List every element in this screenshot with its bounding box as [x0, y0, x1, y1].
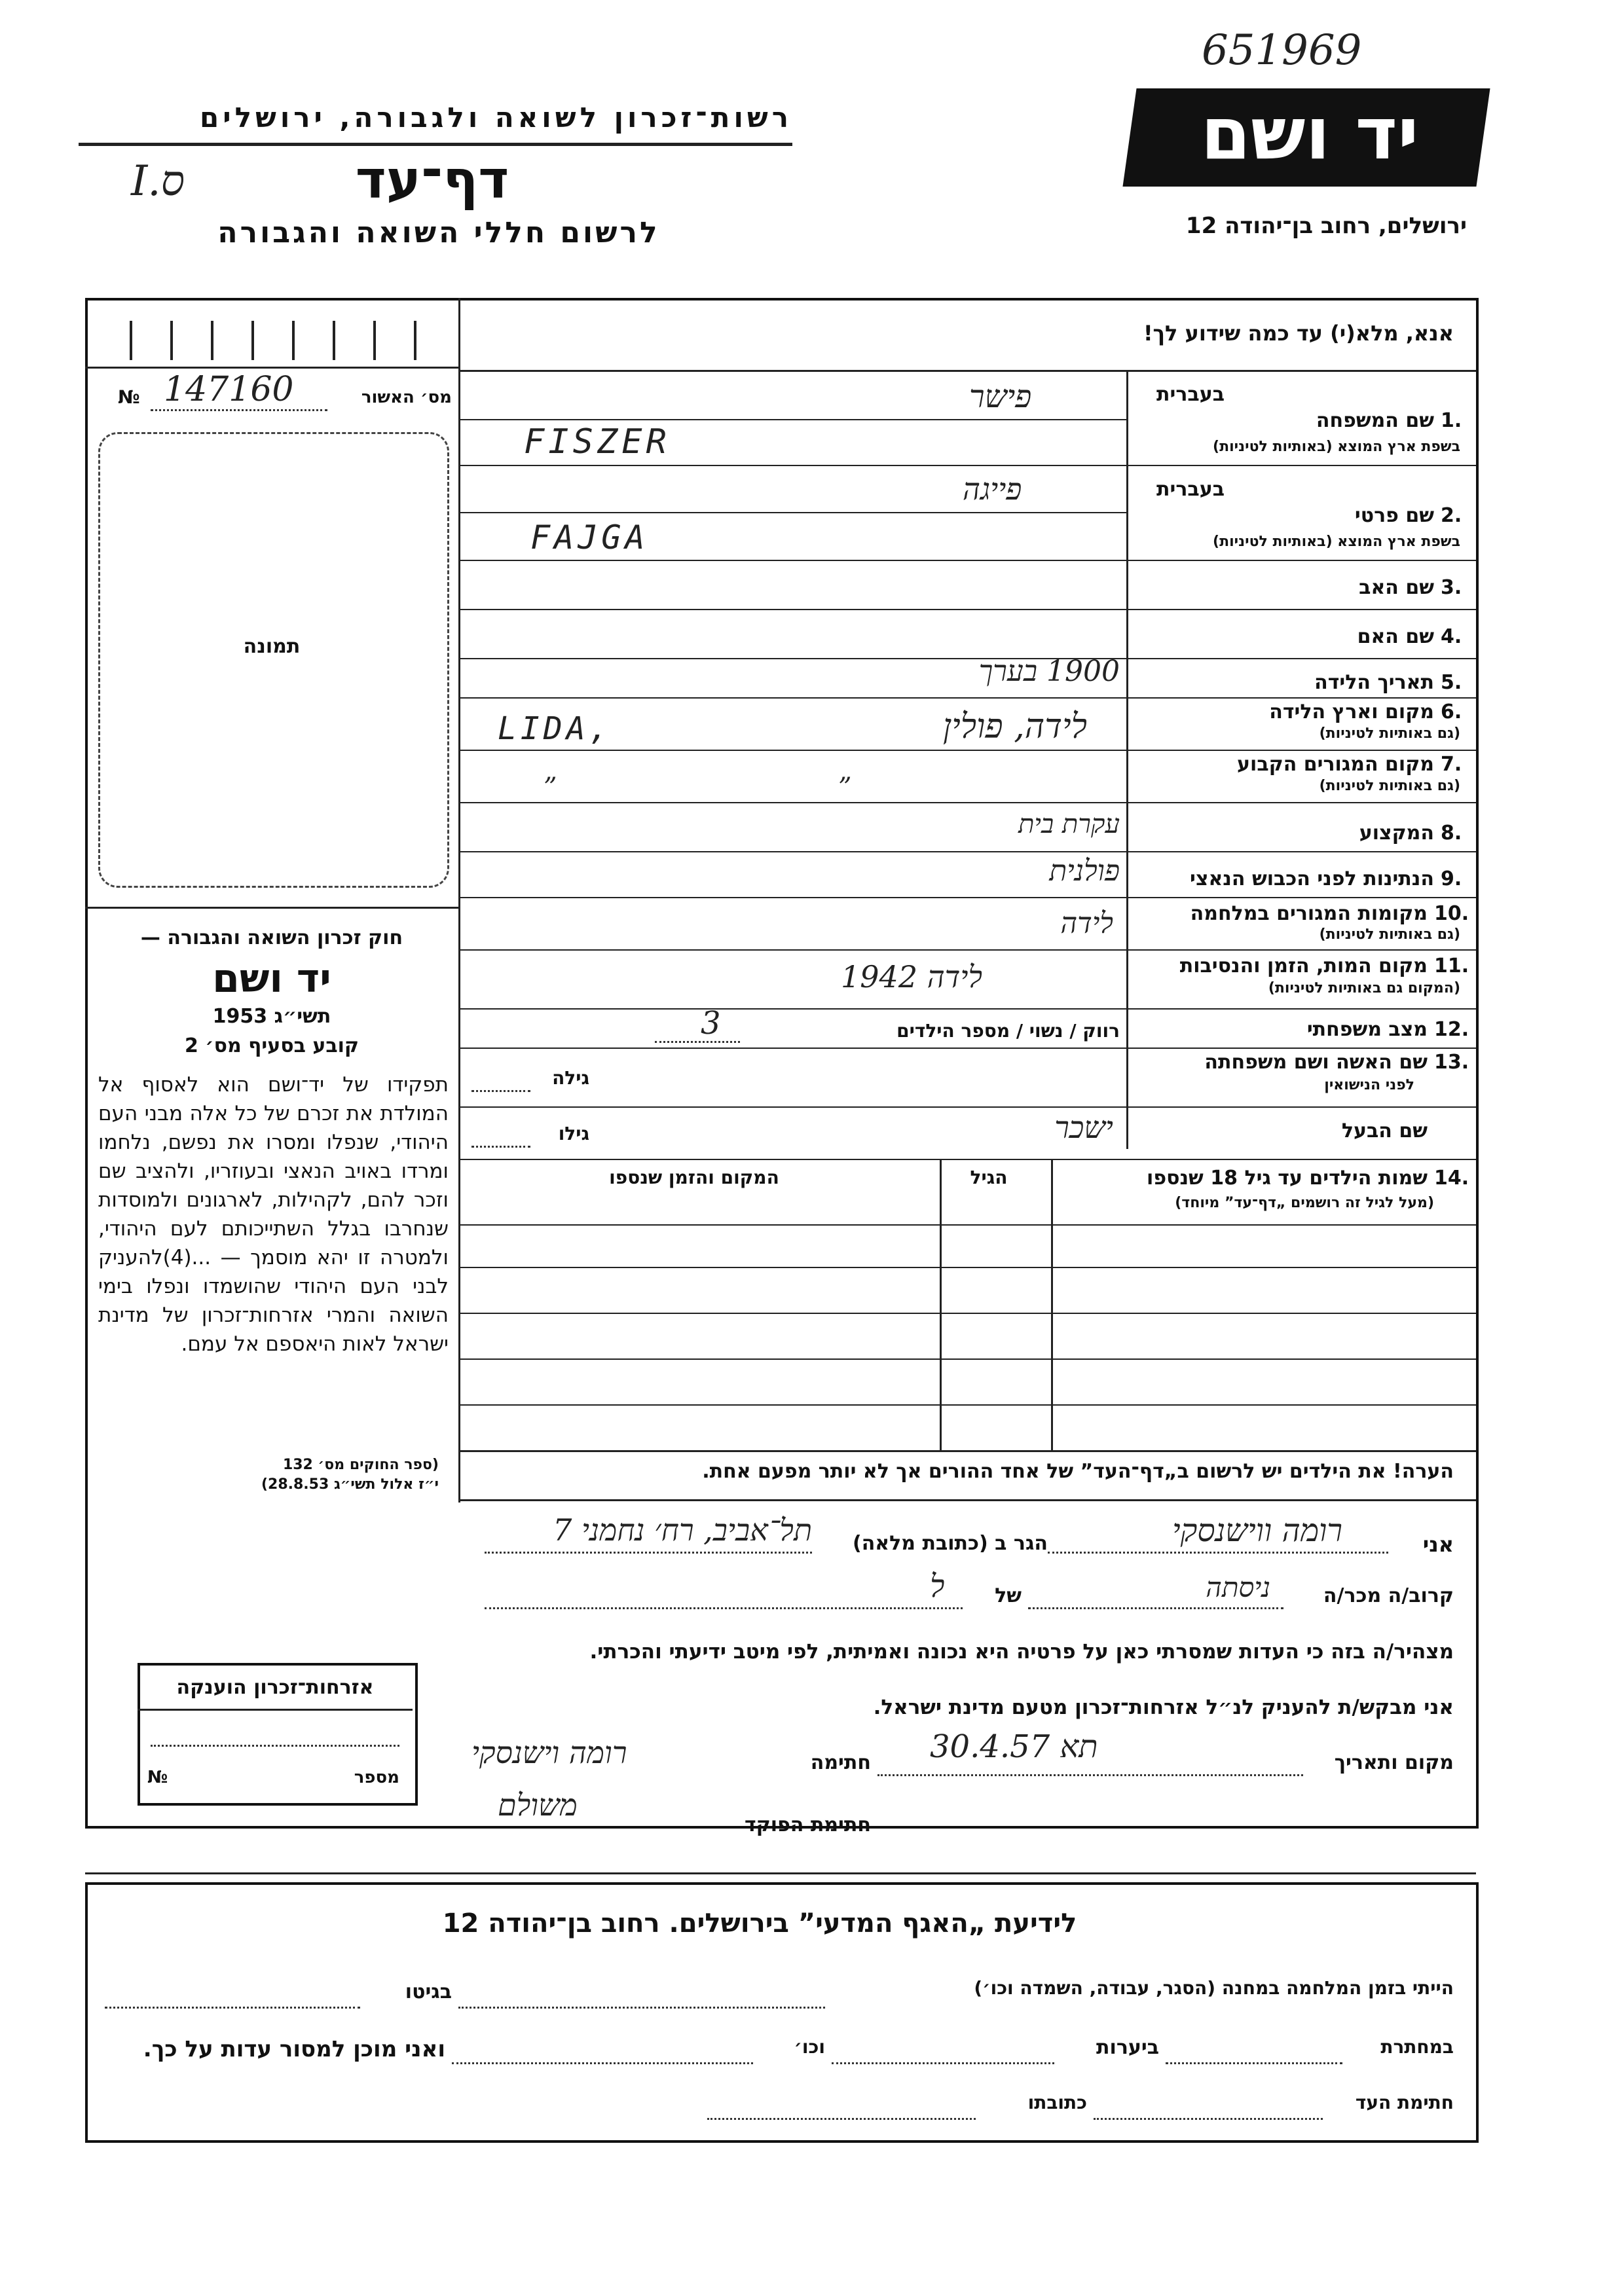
witness-resident-line	[485, 1552, 812, 1554]
photo-bottom	[85, 907, 458, 909]
row-line	[458, 1048, 1476, 1049]
footer-line2-dots3	[452, 2062, 753, 2064]
stamp-number: 651969	[1202, 26, 1362, 75]
approval-label: מס׳ האשור	[361, 388, 452, 407]
field-12-children: 3	[701, 1005, 721, 1042]
law-clause: קובע בסעיף מס׳ 2	[184, 1034, 360, 1057]
footer-line3-b: כתובתו	[1027, 2092, 1087, 2113]
row-line	[458, 897, 1476, 898]
field-3-label: שם האב	[1359, 576, 1434, 599]
witness-of-line	[485, 1607, 963, 1609]
field-2-value-latin: FAJGA	[530, 519, 649, 556]
field-1-value-latin: FISZER	[524, 422, 671, 462]
witness-resident-label: הגר ב (כתובת מלאה)	[852, 1532, 1048, 1555]
field-10-label: מקומות המגורים במלחמה	[1190, 902, 1428, 925]
place-date-value: תא 30.4.57	[930, 1728, 1098, 1765]
field-13-label: שם האשה ושם משפחתה	[1204, 1051, 1428, 1074]
header-address: ירושלים, רחוב בן־יהודה 12	[1185, 213, 1467, 239]
field-12-num: 12.	[1434, 1018, 1469, 1041]
photo-frame	[98, 432, 449, 888]
witness-resident-value: תל־אביב, רח׳ נחמני 7	[553, 1512, 812, 1548]
row-line	[458, 851, 1476, 852]
field-10-value: לידה	[1060, 907, 1113, 940]
field-7-num: 7.	[1441, 753, 1462, 776]
children-table-title: שמות הילדים עד גיל 18 שנספו	[1147, 1167, 1428, 1190]
row-line	[458, 419, 1126, 420]
row-line	[458, 1159, 1476, 1160]
footer-line1-b: בגיטו	[405, 1980, 452, 2003]
law-source-date: י״ז אלול תשי״ג 28.8.53)	[261, 1476, 439, 1493]
field-9-num: 9.	[1441, 867, 1462, 890]
place-date-line	[877, 1774, 1303, 1776]
row-line	[458, 560, 1476, 561]
citizenship-number-label: מספר	[354, 1768, 399, 1787]
footer-line1-a: הייתי בזמן המלחמה במחנה (הסגר, עבודה, השמדה וכו׳)	[974, 1977, 1454, 1999]
officer-label: חתימת הפוקד	[745, 1813, 871, 1836]
authority-underline	[79, 143, 792, 146]
citizenship-number-prefix: №	[147, 1768, 168, 1787]
law-heading-text: חוק זכרון השואה והגבורה	[167, 926, 403, 949]
field-9-label: הנתינות לפני הכבוש הנאצי	[1190, 867, 1434, 890]
witness-name-line	[1048, 1552, 1388, 1554]
field-2-num: 2.	[1441, 504, 1462, 527]
instruction-row-bottom	[458, 370, 1476, 372]
witness-relative-label: קרוב/ה מכר/ה	[1323, 1584, 1454, 1607]
approval-row-top	[85, 367, 458, 369]
witness-of-label: של	[995, 1584, 1022, 1607]
field-11-num: 11.	[1434, 955, 1469, 977]
field-7-value-he: ”	[838, 773, 852, 803]
footer-line3-dots1	[1094, 2118, 1323, 2120]
note-bottom	[458, 1499, 1476, 1501]
footer-top-line	[85, 1872, 1476, 1874]
footer-line1-dots	[458, 2007, 825, 2009]
form-subtitle: לרשום חללי השואה והגבורה	[217, 216, 660, 249]
field-2-label: שם פרטי	[1354, 504, 1434, 527]
husband-age-label: גילו	[558, 1123, 589, 1144]
witness-of-mark: ל	[930, 1568, 945, 1605]
field-8-label: המקצוע	[1359, 822, 1434, 845]
field-11-label: מקום המות, הזמן והנסיבות	[1179, 955, 1428, 977]
signature-label: חתימה	[810, 1751, 871, 1774]
children-col-place: המקום והזמן שנספו	[609, 1167, 779, 1188]
field-11-value: לידה 1942	[841, 959, 982, 994]
citizenship-title: אזרחות־זכרון הוענקה	[176, 1676, 374, 1699]
witness-name: רומה ווישנסקי	[1172, 1512, 1342, 1549]
field-2-sub: בשפת ארץ המוצא (באותיות לטיניות)	[1213, 534, 1460, 550]
citizenship-mid-line	[151, 1745, 399, 1747]
photo-label: תמונה	[243, 635, 301, 658]
corner-mark: I.ס	[131, 157, 185, 206]
authority-title: רשות־זכרון לשואה ולגבורה, ירושלים	[199, 101, 792, 134]
row-line	[458, 1008, 1476, 1010]
children-table-sub: (מעל לגיל זה רושמים „דף־עד” מיוחד)	[1175, 1195, 1434, 1211]
note-text: הערה! את הילדים יש לרשום ב„דף־העד” של אחד ההורים אך לא יותר מפעם אחת.	[702, 1460, 1454, 1483]
instruction-text: אנא, מלא(י) עד כמה שידוע לך!	[1143, 321, 1454, 346]
field-6-label: מקום וארץ הלידה	[1269, 701, 1434, 723]
children-row-line	[458, 1224, 1476, 1226]
footer-line2-b: ביערות	[1096, 2036, 1159, 2059]
field-13-age-label: גילה	[552, 1067, 589, 1089]
law-name: יד ושם	[212, 956, 331, 1002]
field-1-hebrew-tag: בעברית	[1156, 383, 1225, 406]
field-5-num: 5.	[1441, 671, 1462, 694]
row-line	[458, 750, 1476, 751]
witness-declaration: מצהיר/ה בזה כי העדות שמסרתי כאן על פרטיה היא נכונה ואמיתית, לפי מיטב ידיעתי והכרתי.	[589, 1640, 1454, 1664]
field-6-value-he: לידה, פולין	[942, 707, 1087, 746]
law-heading: חוק זכרון השואה והגבורה —	[140, 926, 403, 949]
footer-line2-dots1	[1166, 2062, 1342, 2064]
row-line	[458, 697, 1476, 699]
witness-request: אני מבקש/ת להעניק לנ״ל אזרחות־זכרון מטעם מדינת ישראל.	[873, 1696, 1454, 1719]
footer-line3-a: חתימת העד	[1355, 2092, 1454, 2113]
officer-value: משולם	[498, 1787, 578, 1823]
field-10-sub: (גם באותיות לטיניות)	[1319, 926, 1460, 943]
left-column-divider	[458, 298, 460, 1503]
footer-line2-a: במחתרת	[1380, 2036, 1454, 2058]
witness-i-label: אני	[1422, 1532, 1454, 1557]
approval-number: 147160	[164, 370, 294, 409]
field-12-label: מצב משפחתי	[1306, 1018, 1428, 1041]
approval-ticks	[92, 321, 452, 360]
field-6-value-latin: LIDA,	[498, 710, 612, 747]
law-body: תפקידו של יד־ושם הוא לאסוף אל המולדת את זכרם של כל אלה מבני העם היהודי, שנפלו ומסרו את נפשם, נלחמו ומרדו באויב הנאצי ובעוזריו, ולהציב שם וזכר להם, לקהילות, לארגונים ולמוסדות שנחרבו בגלל השתייכותם לעם היהודי, ולמטרה זו יהא מוסמך — ...(4)להעניק לבני העם היהודי שהושמדו ונפלו בימי השואה והמרי אזרחות־זכרון של מדינת ישראל לאות היאספם אל עמם.	[98, 1073, 449, 1356]
field-6-num: 6.	[1441, 701, 1462, 723]
field-13-sub: לפני הנישואין	[1324, 1077, 1414, 1093]
field-12-children-line	[655, 1041, 740, 1043]
field-13-age-line	[471, 1090, 530, 1092]
husband-label: שם הבעל	[1341, 1120, 1428, 1142]
field-3-num: 3.	[1441, 576, 1462, 599]
children-col-age: הגיל	[970, 1167, 1008, 1188]
law-source: (ספר החוקים מס׳ 132	[282, 1457, 439, 1473]
field-1-label: שם המשפחה	[1316, 409, 1434, 432]
logo-text: יד ושם	[1200, 92, 1419, 175]
children-row-line	[458, 1267, 1476, 1268]
form-title: דף־עד	[355, 149, 509, 210]
children-col-divider-1	[1051, 1159, 1053, 1450]
field-12-options: רווק / נשוי / מספר הילדים	[896, 1020, 1120, 1042]
field-4-label: שם האם	[1357, 625, 1434, 648]
label-column-divider	[1126, 370, 1128, 1149]
children-col-divider-2	[940, 1159, 942, 1450]
citizenship-title-line	[138, 1709, 413, 1711]
field-4-num: 4.	[1441, 625, 1462, 648]
row-line	[458, 802, 1476, 803]
field-1-value-he: פישר	[969, 378, 1032, 415]
children-row-line	[458, 1358, 1476, 1360]
husband-age-line	[471, 1146, 530, 1148]
footer-line3-dots2	[707, 2118, 976, 2120]
field-9-value: פולנית	[1049, 854, 1120, 888]
footer-title: לידיעת „האגף המדעי” בירושלים. רחוב בן־יהודה 12	[442, 1908, 1077, 1939]
field-7-sub: (גם באותיות לטיניות)	[1319, 778, 1460, 794]
field-2-hebrew-tag: בעברית	[1156, 478, 1225, 501]
footer-line2-c: וכו׳	[794, 2036, 825, 2058]
footer-line2-dots2	[832, 2062, 1054, 2064]
witness-relative-line	[1028, 1607, 1283, 1609]
field-1-sub: בשפת ארץ המוצא (באותיות לטיניות)	[1213, 439, 1460, 455]
field-5-label: תאריך הלידה	[1314, 671, 1434, 694]
approval-no-prefix: №	[118, 386, 140, 408]
field-6-sub: (גם באותיות לטיניות)	[1319, 725, 1460, 742]
row-line	[458, 609, 1476, 610]
field-8-value: עקרת בית	[1018, 809, 1120, 839]
children-row-line	[458, 1404, 1476, 1406]
row-line	[458, 512, 1126, 513]
row-line	[458, 1106, 1476, 1108]
approval-number-line	[151, 409, 327, 411]
place-date-label: מקום ותאריך	[1334, 1751, 1454, 1774]
field-2-value-he: פייגה	[963, 471, 1022, 507]
footer-line1-dots2	[105, 2007, 360, 2009]
husband-value: ישכר	[1054, 1110, 1113, 1145]
children-row-line	[458, 1313, 1476, 1314]
field-13-num: 13.	[1434, 1051, 1469, 1074]
field-10-num: 10.	[1434, 902, 1469, 925]
field-11-sub: (המקום גם באותיות לטיניות)	[1268, 980, 1460, 996]
children-table-bottom	[458, 1450, 1476, 1452]
field-1-num: 1.	[1441, 409, 1462, 432]
signature-value: רומה וישנסקי	[471, 1735, 627, 1770]
field-5-value: 1900 בערך	[978, 655, 1120, 688]
row-line	[458, 465, 1476, 466]
field-7-value-latin: ”	[544, 773, 557, 803]
field-8-num: 8.	[1441, 822, 1462, 845]
witness-relative-value: ניסתה	[1206, 1571, 1270, 1603]
children-table-num: 14.	[1434, 1167, 1469, 1190]
field-7-label: מקום המגורים הקבוע	[1237, 753, 1434, 776]
row-line	[458, 949, 1476, 951]
footer-line2-d: ואני מוכן למסור עדות על כך.	[143, 2036, 445, 2062]
law-year: תשי״ג 1953	[212, 1005, 331, 1028]
